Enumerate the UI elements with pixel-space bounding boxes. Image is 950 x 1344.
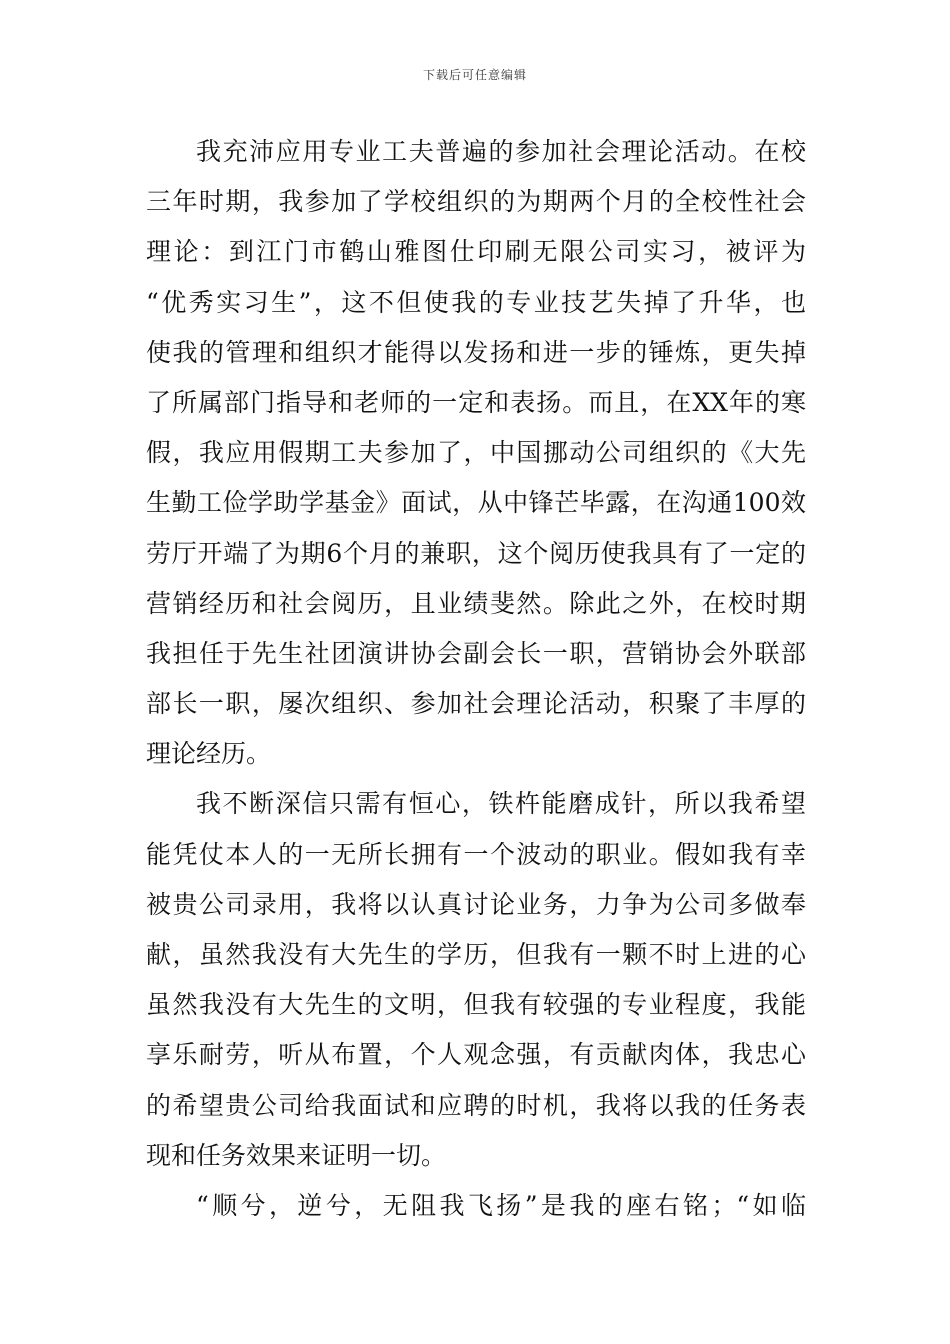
text-line: 被贵公司录用，我将以认真讨论业务，力争为公司多做奉	[146, 889, 806, 919]
text-line: 理论经历。	[146, 739, 272, 769]
text-line: 假，我应用假期工夫参加了，中国挪动公司组织的《大先	[146, 438, 806, 468]
text-line: 能凭仗本人的一无所长拥有一个波动的职业。假如我有幸	[146, 839, 806, 869]
text-line: 三年时期，我参加了学校组织的为期两个月的全校性社会	[146, 187, 806, 217]
text-line: 虽然我没有大先生的文明，但我有较强的专业程度，我能	[146, 990, 806, 1020]
text-line: “优秀实习生”，这不但使我的专业技艺失掉了升华，也	[146, 287, 806, 317]
text-line: 我充沛应用专业工夫普遍的参加社会理论活动。在校	[196, 137, 806, 166]
document-body	[146, 127, 806, 1231]
text-line: 劳厅开端了为期6个月的兼职，这个阅历使我具有了一定的	[146, 538, 806, 568]
text-line: 享乐耐劳，听从布置，个人观念强，有贡献肉体，我忠心	[146, 1040, 806, 1070]
page-header: 下载后可任意编辑	[422, 68, 527, 82]
text-line: 生勤工俭学助学基金》面试，从中锋芒毕露，在沟通100效	[146, 488, 806, 518]
text-line: 现和任务效果来证明一切。	[146, 1140, 447, 1170]
text-line: 我担任于先生社团演讲协会副会长一职，营销协会外联部	[146, 638, 806, 668]
text-line: 营销经历和社会阅历，且业绩斐然。除此之外，在校时期	[146, 588, 806, 618]
text-line: “顺兮，逆兮，无阻我飞扬”是我的座右铭；“如临	[196, 1190, 806, 1220]
text-line: 理论：到江门市鹤山雅图仕印刷无限公司实习，被评为	[146, 237, 806, 267]
text-line: 部长一职，屡次组织、参加社会理论活动，积聚了丰厚的	[146, 689, 806, 719]
text-line: 我不断深信只需有恒心，铁杵能磨成针，所以我希望	[196, 789, 806, 819]
text-line: 献，虽然我没有大先生的学历，但我有一颗不时上进的心	[146, 940, 806, 969]
text-line: 的希望贵公司给我面试和应聘的时机，我将以我的任务表	[146, 1090, 806, 1120]
text-line: 使我的管理和组织才能得以发扬和进一步的锤炼，更失掉	[146, 337, 806, 367]
text-line: 了所属部门指导和老师的一定和表扬。而且，在XX年的寒	[146, 387, 806, 417]
